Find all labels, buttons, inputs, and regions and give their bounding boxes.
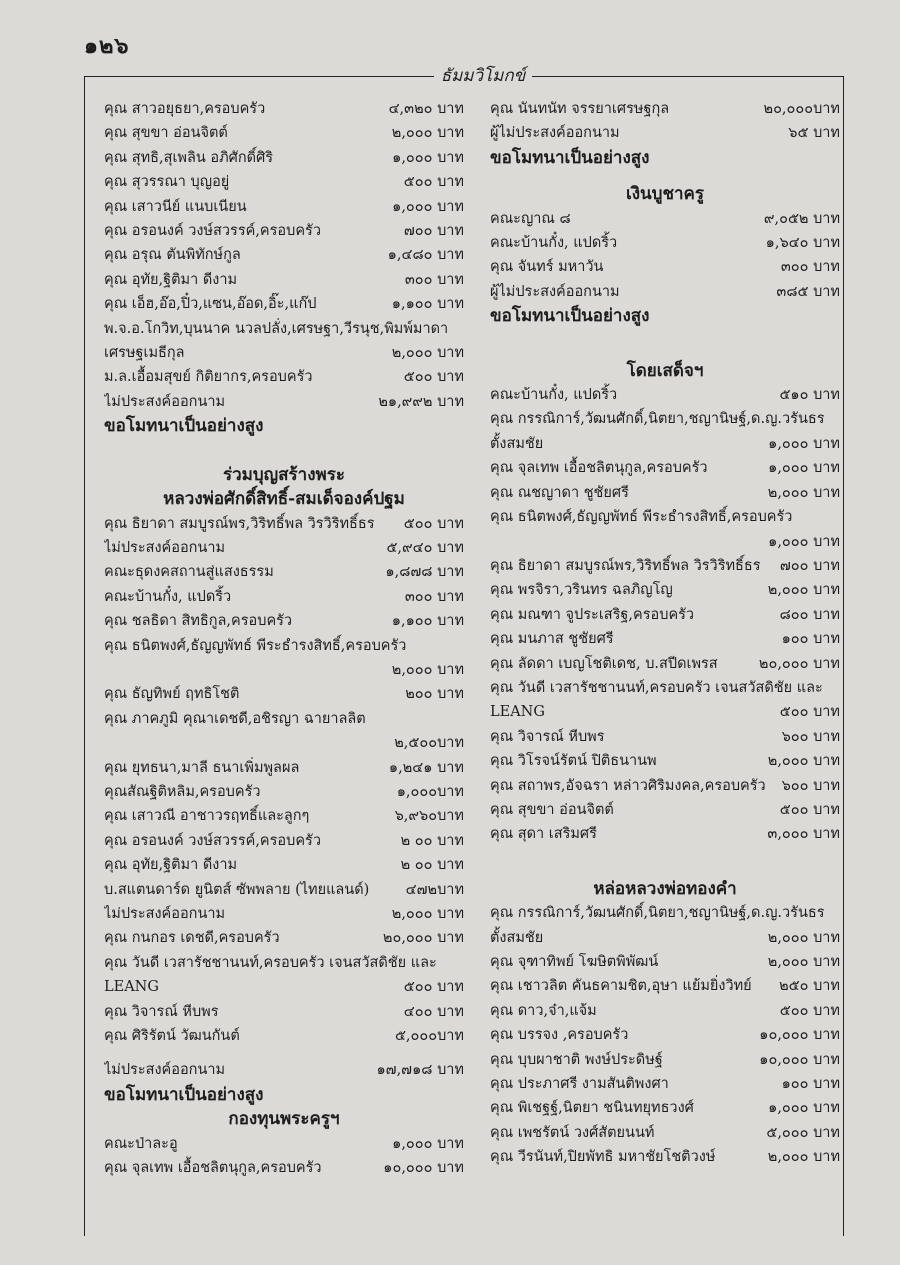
donor-name: คุณ สุขขา อ่อนจิตต์ — [104, 125, 228, 142]
donation-row — [490, 255, 840, 279]
donor-name: ไม่ประสงค์ออกนาม — [104, 393, 226, 410]
donation-row — [490, 481, 840, 505]
right-donation-list-2 — [490, 207, 840, 305]
donation-amount: ๒,๐๐๐ บาท — [391, 345, 464, 362]
donation-row — [104, 902, 464, 926]
donation-amount: ๗๐๐ บาท — [403, 223, 464, 240]
donation-amount: ๓๐๐ บาท — [780, 259, 840, 276]
donation-amount: ๕๐๐ บาท — [403, 979, 464, 996]
donation-amount: ๗๐๐ บาท — [779, 557, 840, 574]
donation-row — [104, 292, 464, 316]
donor-name: คุณ ยุทธนา,มาลี ธนาเพิ่มพูลผล — [104, 759, 300, 776]
donor-name: คุณ สุขขา อ่อนจิตต์ — [490, 801, 614, 818]
right-donation-row-r1 — [490, 383, 840, 407]
donor-name: คุณ เสาวนีย์ แนบเนียน — [104, 198, 247, 215]
spacer — [490, 847, 840, 877]
donor-name: ไม่ประสงค์ออกนาม — [104, 906, 226, 922]
donation-amount: ๒ ๐๐ บาท — [400, 832, 464, 849]
donation-row — [490, 798, 840, 822]
right-section-heading-2: โดยเสด็จฯ — [626, 360, 704, 381]
frame-right-border — [843, 76, 844, 1236]
donation-row — [490, 999, 840, 1023]
donor-name: ม.ล.เอื้อมสุขย์ กิติยากร,ครอบครัว — [104, 369, 313, 386]
donation-amount: ๒๐,๐๐๐บาท — [763, 101, 840, 117]
donation-row — [104, 560, 464, 584]
left-donor-m2-name: คุณ ธนิตพงศ์,ธัญญพัทธ์ พีระธำรงสิทธิ์,ครอบครัว — [104, 637, 407, 654]
donor-name: คณะป่าละอู — [104, 1135, 178, 1152]
donation-row — [490, 652, 840, 676]
donation-row — [490, 603, 840, 627]
donor-name: คุณ ธัญทิพย์ ฤทธิโชติ — [104, 686, 240, 703]
spacer — [104, 1048, 464, 1058]
donation-row — [104, 365, 464, 389]
donation-row — [104, 756, 464, 780]
donor-name: คุณ บุบผาชาติ พงษ์ประดิษฐ์ — [490, 1051, 663, 1068]
donation-row — [490, 725, 840, 749]
donation-row — [104, 926, 464, 950]
donor-name: ผู้ไม่ประสงค์ออกนาม — [490, 283, 620, 300]
donation-row — [104, 219, 464, 243]
donor-name: คุณ ประภาศรี งามสันติพงศา — [490, 1076, 669, 1093]
donor-name: เศรษฐเมธีกุล — [104, 345, 185, 362]
right-donation-row-m3 — [490, 700, 840, 724]
spacer — [490, 329, 840, 359]
donation-amount: ๑,๐๐๐บาท — [396, 783, 464, 800]
donor-name: คุณ จุฑาทิพย์ โฆษิตพิพัฒน์ — [490, 954, 659, 970]
left-donation-list-1 — [104, 97, 464, 317]
right-donation-list-5 — [490, 725, 840, 847]
right-donation-row-m1 — [490, 432, 840, 456]
donation-row — [490, 280, 840, 304]
left-donor-m4-name: คุณ วันดี เวสารัชชานนท์,ครอบครัว เจนสวัสดิชัย และ — [104, 954, 437, 971]
left-donation-row-r5 — [104, 1058, 464, 1082]
donor-name: คุณ เอ็ฮ,อ๊อ,ปิ๋ว,แซน,อ๊อด,อิ๊ะ,แก๊ป — [104, 296, 317, 313]
donation-row — [104, 853, 464, 877]
donation-amount: ๒,๐๐๐ บาท — [767, 582, 840, 599]
donor-name: LEANG — [490, 704, 545, 721]
header-title: ธัมมวิโมกข์ — [440, 66, 526, 86]
donation-row — [104, 804, 464, 828]
donor-name: คุณ นันทนัท จรรยาเศรษฐกุล — [490, 101, 670, 117]
donation-amount: ๔๗๒บาท — [405, 881, 464, 898]
donation-amount: ๓๘๕ บาท — [776, 283, 840, 300]
donation-amount: ๖๕ บาท — [788, 125, 840, 142]
spacer — [490, 170, 840, 182]
left-section-heading-2a: ร่วมบุญสร้างพระ — [223, 464, 345, 485]
donor-name: คุณ อรอนงค์ วงษ์สวรรค์,ครอบครัว — [104, 223, 321, 240]
right-donor-m2-name: คุณ ธนิตพงศ์,ธัญญพัทธ์ พีระธำรงสิทธิ์,ครอบครัว — [490, 509, 793, 526]
donation-row — [490, 774, 840, 798]
donation-amount: ๑,๐๐๐ บาท — [392, 149, 464, 166]
donor-name: คุณ เพชรัตน์ วงศ์สัตยนนท์ — [490, 1124, 655, 1141]
donation-amount: ๕๐๐ บาท — [779, 801, 840, 818]
donor-name: ตั้งสมชัย — [490, 929, 544, 946]
donation-amount: ๑,๐๐๐ บาท — [768, 1100, 840, 1117]
donation-amount: ๑,๐๐๐ บาท — [768, 460, 840, 477]
donation-amount: ๕๑๐ บาท — [779, 387, 840, 404]
right-donor-m1-name: คุณ กรรณิการ์,วัฒนศักดิ์,นิตยา,ชญานิษฐ์,ด.ญ.วรันธร — [490, 411, 825, 428]
donation-amount: ๑๐๐ บาท — [781, 1076, 840, 1093]
donation-row — [490, 627, 840, 651]
donor-name: คุณ สุวรรณา บุญอยู่ — [104, 174, 230, 191]
left-donation-row-r2 — [104, 682, 464, 706]
donation-amount: ๘๐๐ บาท — [779, 606, 840, 623]
donation-row — [104, 146, 464, 170]
donation-amount: ๓๐๐ บาท — [404, 588, 464, 605]
frame-left-border — [84, 76, 85, 1236]
right-donor-m4-name: คุณ กรรณิการ์,วัฒนศักดิ์,นิตยา,ชญานิษฐ์,ด.ญ.วรันธร — [490, 905, 825, 922]
donation-row — [104, 780, 464, 804]
donation-row — [490, 207, 840, 231]
donation-amount: ๑,๔๘๐ บาท — [387, 247, 464, 264]
left-donor-m3-name: คุณ ภาคภูมิ คุณาเดชดี,อชิรญา ฉายาลลิต — [104, 710, 366, 727]
donor-name: คุณ เสาวณี อาชาวรฤทธิ์และลูกๆ — [104, 808, 310, 825]
left-donor-m3-amount: ๒,๕๐๐บาท — [394, 735, 464, 752]
left-thanks-2: ขอโมทนาเป็นอย่างสูง — [104, 1084, 264, 1105]
left-donation-list-5 — [104, 1132, 464, 1181]
donation-row — [104, 97, 464, 121]
donation-row — [104, 268, 464, 292]
donation-amount: ๕,๐๐๐บาท — [394, 1028, 464, 1045]
donation-amount: ๕๐๐ บาท — [403, 174, 464, 191]
donation-amount: ๑๐,๐๐๐ บาท — [759, 1051, 840, 1068]
donor-name: คุณ สุทธิ,สุเพลิน อภิศักดิ์ศิริ — [104, 149, 274, 166]
right-column — [490, 97, 840, 1170]
donor-name: ไม่ประสงค์ออกนาม — [104, 1062, 226, 1079]
donation-amount: ๒,๐๐๐ บาท — [391, 125, 464, 142]
donation-amount: ๑๐๐ บาท — [781, 631, 840, 648]
donor-name: บ.สแตนดาร์ด ยูนิตส์ ซัพพลาย (ไทยแลนด์) — [104, 881, 370, 898]
donation-row — [490, 1023, 840, 1047]
donation-row — [104, 121, 464, 145]
donation-amount: ๑๐,๐๐๐ บาท — [383, 1160, 464, 1177]
donor-name: คุณ มนภาส ชูชัยศรี — [490, 631, 614, 648]
right-thanks-1: ขอโมทนาเป็นอย่างสูง — [490, 147, 650, 168]
donation-amount: ๑๐,๐๐๐ บาท — [759, 1027, 840, 1044]
right-section-heading-3: หล่อหลวงพ่อทองคำ — [593, 878, 737, 899]
donor-name: ผู้ไม่ประสงค์ออกนาม — [490, 125, 620, 142]
donation-row — [104, 170, 464, 194]
donor-name: ไม่ประสงค์ออกนาม — [104, 539, 226, 556]
donation-amount: ๒,๐๐๐ บาท — [767, 484, 840, 501]
donation-row — [490, 950, 840, 974]
donor-name: คุณ บรรจง ,ครอบครัว — [490, 1027, 629, 1044]
donation-amount: ๒,๐๐๐ บาท — [767, 954, 840, 970]
donor-name: คณะญาณ ๘ — [490, 210, 571, 227]
left-donation-list-4 — [104, 1000, 464, 1049]
donor-name: คุณ ลัดดา เบญโชติเดช, บ.สปีดเพรส — [490, 655, 718, 672]
donor-name: คุณ จันทร์ มหาวัน — [490, 259, 604, 276]
left-donation-row-m4 — [104, 975, 464, 999]
donation-amount: ๖,๙๖๐บาท — [394, 808, 464, 825]
donation-row — [490, 121, 840, 145]
donation-row — [490, 554, 840, 578]
donor-name: คุณ อุทัย,ฐิติมา ดีงาม — [104, 857, 238, 874]
donor-name: คุณ กนกอร เดชดี,ครอบครัว — [104, 930, 280, 947]
donation-row — [104, 536, 464, 560]
donation-row — [104, 609, 464, 633]
left-donation-list-1b — [104, 341, 464, 414]
donation-amount: ๖๐๐ บาท — [781, 728, 840, 745]
donation-row — [490, 1096, 840, 1120]
donation-amount: ๑,๘๗๘ บาท — [385, 564, 464, 581]
donor-name: คุณ ดาว,จ๋า,แจ้ม — [490, 1002, 597, 1019]
donor-name: คุณ เชาวลิต คันธคามชิต,อุษา แย้มยิ่งวิทย์ — [490, 978, 752, 995]
donation-amount: ๕,๐๐๐ บาท — [766, 1124, 840, 1141]
donation-row — [104, 512, 464, 536]
donation-amount: ๔,๓๒๐ บาท — [388, 101, 464, 117]
donation-amount: ๕๐๐ บาท — [403, 369, 464, 386]
donation-amount: ๙,๐๕๒ บาท — [763, 210, 840, 227]
donation-amount: ๑,๐๐๐ บาท — [392, 1135, 464, 1152]
donor-name: คณะบ้านกั๋ง, แปดริ้ว — [490, 235, 618, 252]
donation-amount: ๑,๑๐๐ บาท — [391, 613, 464, 630]
donor-name: คุณ อรอนงค์ วงษ์สวรรค์,ครอบครัว — [104, 832, 321, 849]
donation-row — [490, 1121, 840, 1145]
donor-name: คุณ มณฑา จูประเสริฐ,ครอบครัว — [490, 606, 695, 623]
donor-name: คุณ สถาพร,อัจฉรา หล่าวศิริมงคล,ครอบครัว — [490, 777, 766, 794]
donation-amount: ๒,๐๐๐ บาท — [767, 929, 840, 946]
page-number: ๑๒๖ — [84, 33, 130, 59]
donation-amount: ๑๗,๗๑๘ บาท — [376, 1062, 464, 1079]
donation-amount: ๒๐,๐๐๐ บาท — [382, 930, 464, 947]
donation-amount: ๒ ๐๐ บาท — [400, 857, 464, 874]
donor-name: คุณ จุลเทพ เอื้อชลิตนุกูล,ครอบครัว — [104, 1160, 322, 1177]
donor-name: คุณ ธิยาดา สมบูรณ์พร,วิริทธิ์พล วิรวิริทธิ์ธร — [104, 515, 375, 532]
donor-name: คณะบ้านกั๋ง, แปดริ้ว — [490, 387, 618, 404]
donor-name: คุณสัณฐิติหลิม,ครอบครัว — [104, 783, 261, 800]
donor-name: คุณ สาวอยุธยา,ครอบครัว — [104, 101, 266, 117]
donor-name: คุณ พิเชฐฐ์,นิตยา ชนินทยุทธวงศ์ — [490, 1100, 694, 1117]
donation-row — [104, 878, 464, 902]
donation-row — [490, 822, 840, 846]
donation-amount: ๒๐,๐๐๐ บาท — [758, 655, 840, 672]
right-donation-list-6 — [490, 950, 840, 1170]
donation-row — [104, 1156, 464, 1180]
donation-row — [490, 1048, 840, 1072]
donor-name: คุณ วิโรจน์รัตน์ ปิติธนานพ — [490, 753, 657, 770]
right-section-heading-1: เงินบูชาครู — [625, 184, 705, 205]
donation-amount: ๓,๐๐๐ บาท — [767, 826, 840, 843]
left-column — [104, 97, 464, 1180]
donation-amount: ๕๐๐ บาท — [403, 515, 464, 532]
left-donor-m2-amount: ๒,๐๐๐ บาท — [391, 661, 464, 678]
donation-row — [490, 749, 840, 773]
donation-amount: ๒๑,๙๙๒ บาท — [378, 393, 464, 410]
donation-row — [490, 578, 840, 602]
right-donation-list-1 — [490, 97, 840, 146]
donation-amount: ๑,๐๐๐ บาท — [768, 435, 840, 452]
donor-name: คุณ วีรนันท์,ปิยพัทธิ มหาชัยโชติวงษ์ — [490, 1149, 716, 1166]
donation-row — [490, 456, 840, 480]
right-donor-m2-amount: ๑,๐๐๐ บาท — [768, 533, 840, 550]
donation-amount: ๑,๒๔๑ บาท — [388, 759, 464, 776]
donation-row — [104, 829, 464, 853]
header-rule-left — [84, 76, 434, 77]
donation-row — [104, 341, 464, 365]
donor-name: คุณ จุลเทพ เอื้อชลิตนุกูล,ครอบครัว — [490, 460, 708, 477]
header-rule-right — [532, 76, 844, 77]
donation-amount: ๒,๐๐๐ บาท — [767, 753, 840, 770]
donation-amount: ๒,๐๐๐ บาท — [767, 1149, 840, 1166]
donation-row — [490, 1072, 840, 1096]
right-donation-row-m4 — [490, 926, 840, 950]
donation-amount: ๕๐๐ บาท — [779, 1002, 840, 1019]
donation-amount: ๒๐๐ บาท — [405, 686, 464, 703]
donation-row — [490, 231, 840, 255]
donor-name: คุณ ชลธิดา สิทธิกูล,ครอบครัว — [104, 613, 293, 630]
donation-row — [104, 585, 464, 609]
donation-row — [104, 1024, 464, 1048]
donation-row — [490, 974, 840, 998]
left-donation-list-3 — [104, 756, 464, 951]
donor-name: คุณ ณชญาดา ชูชัยศรี — [490, 484, 629, 501]
right-donation-list-3 — [490, 456, 840, 505]
donation-row — [104, 390, 464, 414]
donation-amount: ๔๐๐ บาท — [403, 1003, 464, 1020]
donation-row — [490, 97, 840, 121]
left-donor-multiline-name: พ.จ.อ.โกวิท,บุนนาค นวลปลั่ง,เศรษฐา,วีรนุช,พิมพ์มาดา — [104, 320, 449, 337]
donation-amount: ๒,๐๐๐ บาท — [391, 906, 464, 922]
donor-name: LEANG — [104, 979, 159, 996]
donor-name: คุณ พรจิรา,วรินทร ฉลภิญโญ — [490, 582, 673, 599]
donor-name: คุณ ศิริรัตน์ วัฒนกันต์ — [104, 1028, 240, 1045]
donation-amount: ๕๐๐ บาท — [779, 704, 840, 721]
donation-amount: ๒๕๐ บาท — [779, 978, 840, 995]
donation-row — [104, 243, 464, 267]
donation-row — [104, 1132, 464, 1156]
donor-name: คุณ อรุณ ตันพิทักษ์กูล — [104, 247, 241, 264]
right-thanks-2: ขอโมทนาเป็นอย่างสูง — [490, 306, 650, 327]
left-section-heading-3: กองทุนพระครูฯ — [228, 1109, 340, 1130]
donor-name: คุณ สุดา เสริมศรี — [490, 826, 597, 843]
donor-name: คณะธุดงคสถานสู่แสงธรรม — [104, 564, 274, 581]
right-donation-list-4 — [490, 554, 840, 676]
donation-amount: ๕,๙๔๐ บาท — [386, 539, 464, 556]
left-section-heading-2b: หลวงพ่อศักดิ์สิทธิ์-สมเด็จองค์ปฐม — [163, 489, 405, 510]
donation-row — [104, 1000, 464, 1024]
donor-name: คุณ ธิยาดา สมบูรณ์พร,วิริทธิ์พล วิรวิริทธิ์ธร — [490, 557, 761, 574]
spacer — [104, 439, 464, 463]
donation-amount: ๑,๑๐๐ บาท — [391, 296, 464, 313]
left-thanks-1: ขอโมทนาเป็นอย่างสูง — [104, 416, 264, 437]
donation-amount: ๑,๐๐๐ บาท — [392, 198, 464, 215]
donor-name: คุณ วิจารณ์ หีบพร — [490, 728, 605, 745]
donor-name: คุณ อุทัย,ฐิติมา ดีงาม — [104, 271, 238, 288]
donor-name: ตั้งสมชัย — [490, 435, 544, 452]
left-donation-list-2 — [104, 512, 464, 634]
donation-row — [104, 195, 464, 219]
donation-amount: ๑,๖๔๐ บาท — [765, 235, 840, 252]
donation-amount: ๓๐๐ บาท — [404, 271, 464, 288]
right-donor-m3-name: คุณ วันดี เวสารัชชานนท์,ครอบครัว เจนสวัสดิชัย และ — [490, 679, 823, 696]
donor-name: คณะบ้านกั๋ง, แปดริ้ว — [104, 588, 232, 605]
donor-name: คุณ วิจารณ์ หีบพร — [104, 1003, 219, 1020]
donation-row — [490, 1145, 840, 1169]
donation-amount: ๖๐๐ บาท — [781, 777, 840, 794]
